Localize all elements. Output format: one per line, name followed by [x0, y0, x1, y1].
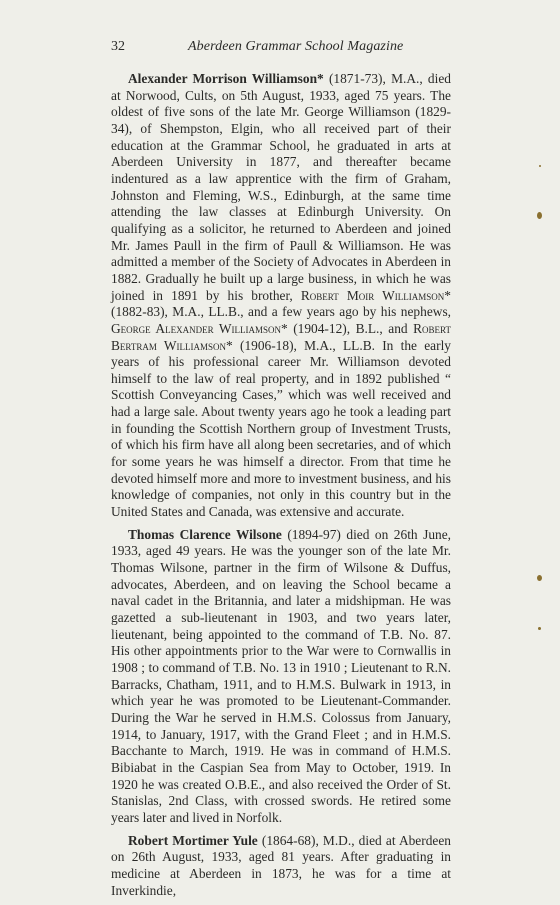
obituary-text-segment: (1894-97) died on 26th June, 1933, aged 49 years. He was the younger son of the late Mr. Thomas Wilsone, partner in the firm of Wilsone & Duffus, advocates, Aberdeen, and on leaving the School became a naval cadet in the Britannia, and later a midshipman. He was gazetted a sub-lieutenant in 1903, and two years later, lieutenant, being appointed to the command of T.B. No. 87. His other appointments prior to the War were to Cornwallis in 1908 ; to command of T.B. No. 13 in 1910 ; Lieutenant to R.N. Barracks, Chatham, 1911, and to H.M.S. Bulwark in 1913, in which year he was promoted to be Lieutenant-Commander. During the War he served in H.M.S. Colossus from January, 1914, to January, 1917, with the Grand Fleet ; and in H.M.S. Bacchante to March, 1919. He was in command of H.M.S. Bibiabat in the Caspian Sea from May to October, 1919. In 1920 he was created O.B.E., and also received the Order of St. Stanislas, 2nd Class, with crossed swords. He retired some years later and lived in Norfolk.	[111, 526, 452, 825]
obituary-name: Alexander Morrison Williamson*	[128, 71, 324, 86]
obituary-text-segment: (1864-68), M.D., died at Aberdeen on 26th August, 1933, aged 81 years. After graduating in medicine at Aberdeen in 1873, he was for a time at Inverkindie,	[111, 832, 451, 898]
relative-name: Robert Moir Williamson*	[300, 287, 451, 303]
margin-speck	[537, 212, 542, 219]
page-number: 32	[111, 39, 125, 54]
page-header	[111, 39, 451, 61]
obituary-text-segment: (1906-18), M.A., LL.B. In the early years of his professional career Mr. Williamson devoted himself to the law of real property, and in 1892 published “ Scottish Conveyancing Cases,” which was well received and had a large sale. About twenty years ago he took a leading part in founding the Scottish Northern group of Investment Trusts, of which his firm have all along been secretaries, and of which for some years he was himself a director. From that time he devoted himself more and more to investment business, and his knowledge of companies, not only in this country but in the United States and Canada, was extensive and accurate.	[111, 337, 451, 520]
obituary-text-segment: (1871-73), M.A., died at Norwood, Cults, on 5th August, 1933, aged 75 years. The oldest of five sons of the late Mr. George Williamson (1829-34), of Shempston, Elgin, who all received part of their education at the Grammar School, he graduated in arts at Aberdeen University in 1877, and thereafter became indentured as a law apprentice with the firm of Graham, Johnston and Fleming, W.S., Edinburgh, at the same time attending the law classes at Edinburgh University. On qualifying as a solicitor, he returned to Aberdeen and joined Mr. James Paull in the firm of Paull & Williamson. He was admitted a member of the Society of Advocates in Aberdeen in 1882. Gradually he built up a large business, in which he was joined in 1891 by his brother,	[111, 71, 451, 303]
obituary-paragraph	[111, 527, 451, 827]
running-title: Aberdeen Grammar School Magazine	[188, 39, 404, 54]
obituary-text-segment: (1904-12), B.L., and	[287, 320, 414, 336]
margin-speck	[537, 575, 542, 581]
obituary-paragraph	[111, 71, 451, 521]
margin-speck	[539, 165, 541, 167]
relative-name: George Alexander Williamson*	[111, 320, 288, 336]
obituary-name: Robert Mortimer Yule	[128, 832, 258, 848]
relative-name: Robert Bertram Williamson*	[111, 320, 451, 353]
obituary-text-segment: (1882-83), M.A., LL.B., and a few years ago by his nephews,	[111, 304, 451, 320]
margin-speck	[538, 627, 541, 630]
obituary-paragraph	[111, 833, 451, 900]
obituary-name: Thomas Clarence Wilsone	[128, 526, 282, 542]
obituary-text	[111, 71, 451, 905]
